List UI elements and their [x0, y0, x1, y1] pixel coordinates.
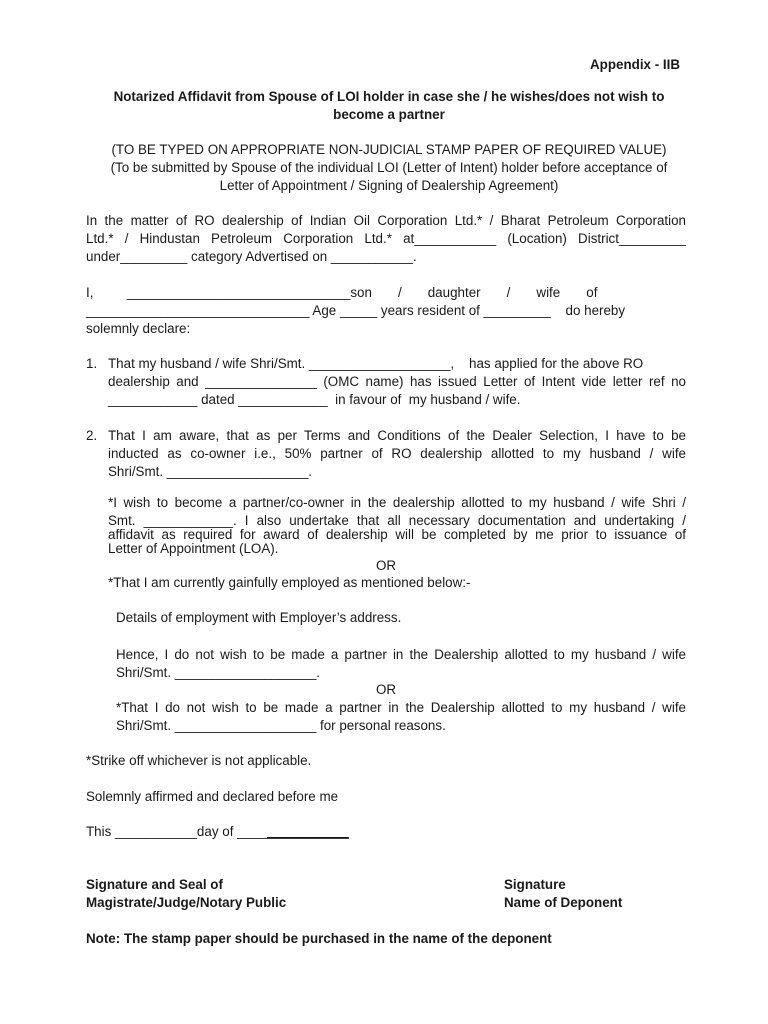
- date-line: [86, 823, 349, 841]
- item-2-line-1: That I am aware, that as per Terms and Conditions of the Dealer Selection, I have to be: [108, 428, 686, 443]
- option-partner-line-3: affidavit as required for award of dealership will be completed by me prior to issuance of: [108, 527, 686, 542]
- document-title-line-2: become a partner: [333, 107, 445, 122]
- date-line-text: This ___________day of: [86, 824, 238, 839]
- matter-line-1: In the matter of RO dealership of Indian Oil Corporation Ltd.* / Bharat Petroleum Corporation: [86, 213, 686, 228]
- declarant-line-1: I, ______________________________son / daughter / wife of: [86, 285, 598, 300]
- strike-off-note: *Strike off whichever is not applicable.: [86, 753, 312, 768]
- item-1-number: 1.: [86, 356, 98, 371]
- item-1-line-2: dealership and _______________ (OMC name) has issued Letter of Intent vide letter ref no: [108, 374, 686, 389]
- deponent-name-label: Name of Deponent: [504, 895, 623, 910]
- document-title-line-1: Notarized Affidavit from Spouse of LOI holder in case she / he wishes/does not wish to: [113, 89, 665, 104]
- personal-reasons-line-2: Shri/Smt. ___________________ for personal reasons.: [116, 718, 446, 733]
- option-partner-line-2: Smt. ____________. I also undertake that all necessary documentation and undertaking /: [108, 513, 686, 528]
- magistrate-notary-label: Magistrate/Judge/Notary Public: [86, 895, 287, 910]
- or-separator-1: OR: [376, 558, 397, 573]
- item-1-line-1: That my husband / wife Shri/Smt. ___________________, has applied for the above RO: [108, 356, 644, 371]
- personal-reasons-line-1: *That I do not wish to be made a partner in the Dealership allotted to my husband / wife: [116, 700, 686, 715]
- declarant-line-3: solemnly declare:: [86, 321, 191, 336]
- item-2-line-2: inducted as co-owner i.e., 50% partner of RO dealership allotted to my husband / wife: [108, 446, 686, 461]
- item-2-number: 2.: [86, 428, 98, 443]
- appendix-label: Appendix - IIB: [590, 57, 681, 72]
- matter-line-2: Ltd.* / Hindustan Petroleum Corporation Ltd.* at___________ (Location) District_________: [86, 231, 686, 246]
- stamp-paper-note: Note: The stamp paper should be purchased in the name of the deponent: [86, 931, 552, 946]
- item-2-line-3: Shri/Smt. ___________________.: [108, 464, 312, 479]
- signature-seal-label: Signature and Seal of: [86, 877, 223, 892]
- item-1-line-3: ____________ dated ____________ in favour of my husband / wife.: [108, 392, 521, 407]
- stamp-paper-instruction: (TO BE TYPED ON APPROPRIATE NON-JUDICIAL STAMP PAPER OF REQUIRED VALUE): [111, 142, 667, 157]
- submission-instruction-line-1: (To be submitted by Spouse of the individual LOI (Letter of Intent) holder before acceptance of: [110, 160, 668, 175]
- hence-line-1: Hence, I do not wish to be made a partner in the Dealership allotted to my husband / wife: [116, 647, 686, 662]
- date-blank: ____: [237, 824, 267, 839]
- affirmation-text: Solemnly affirmed and declared before me: [86, 789, 339, 804]
- date-underlined-blank: ___________: [266, 824, 349, 839]
- option-partner-line-1: *I wish to become a partner/co-owner in the dealership allotted to my husband / wife Shri /: [108, 495, 686, 510]
- employed-option: *That I am currently gainfully employed as mentioned below:-: [108, 575, 471, 590]
- signature-label: Signature: [504, 877, 566, 892]
- employment-details: Details of employment with Employer’s address.: [116, 610, 402, 625]
- submission-instruction-line-2: Letter of Appointment / Signing of Dealership Agreement): [219, 178, 559, 193]
- matter-line-3: under_________ category Advertised on ___________.: [86, 249, 417, 264]
- hence-line-2: Shri/Smt. ___________________.: [116, 665, 320, 680]
- or-separator-2: OR: [376, 682, 397, 697]
- option-partner-line-4: Letter of Appointment (LOA).: [108, 541, 279, 556]
- declarant-line-2: ______________________________ Age _____ years resident of _________ do hereby: [86, 303, 626, 318]
